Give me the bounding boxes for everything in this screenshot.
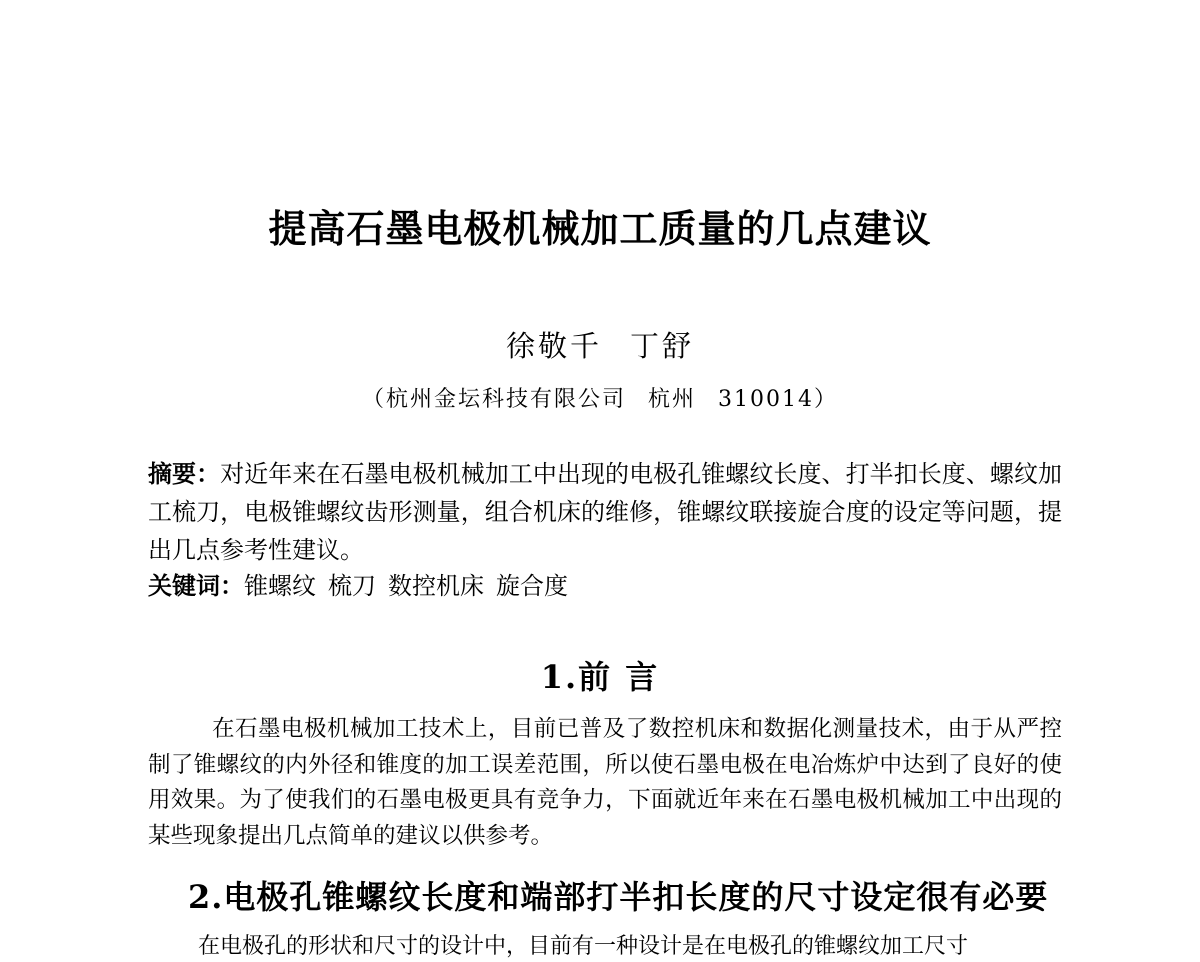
keywords-label: 关键词： [148, 571, 244, 600]
paper-title: 提高石墨电极机械加工质量的几点建议 [268, 206, 932, 251]
keyword: 旋合度 [496, 572, 568, 600]
abstract-label: 摘要： [148, 459, 221, 488]
body-paragraph: 在石墨电极机械加工技术上，目前已普及了数控机床和数据化测量技术，由于从严控制了锥螺纹的内外径和锥度的加工误差范围，所以使石墨电极在电冶炼炉中达到了良好的使用效果。为了使我们的石墨电极更具有竞争力，下面就近年来在石墨电极机械加工中出现的某些现象提出几点简单的建议以供参考。 [148, 716, 1062, 849]
keyword: 锥螺纹 [244, 572, 316, 600]
affiliation-org: （杭州金坛科技有限公司 [361, 387, 626, 412]
keyword: 数控机床 [388, 572, 484, 600]
keyword: 梳刀 [328, 572, 376, 600]
section-heading-2: 2.电极孔锥螺纹长度和端部打半扣长度的尺寸设定很有必要 [188, 878, 1049, 916]
abstract-text: 对近年来在石墨电极机械加工中出现的电极孔锥螺纹长度、打半扣长度、螺纹加工梳刀，电极锥螺纹齿形测量，组合机床的维修，锥螺纹联接旋合度的设定等问题，提出几点参考性建议。 [148, 460, 1063, 564]
abstract [148, 455, 1062, 569]
affiliation-city: 杭州 [648, 387, 697, 412]
author-name: 徐敬千 [505, 329, 602, 363]
keywords [148, 567, 1062, 605]
body-paragraph-partial: 在电极孔的形状和尺寸的设计中，目前有一种设计是在电极孔的锥螺纹加工尺寸 [198, 934, 969, 959]
author-list [0, 324, 1200, 365]
author-name: 丁舒 [630, 329, 695, 363]
affiliation-postcode: 310014） [718, 387, 838, 412]
affiliation [0, 382, 1200, 413]
section-heading-introduction: 1.前 言 [540, 658, 660, 696]
